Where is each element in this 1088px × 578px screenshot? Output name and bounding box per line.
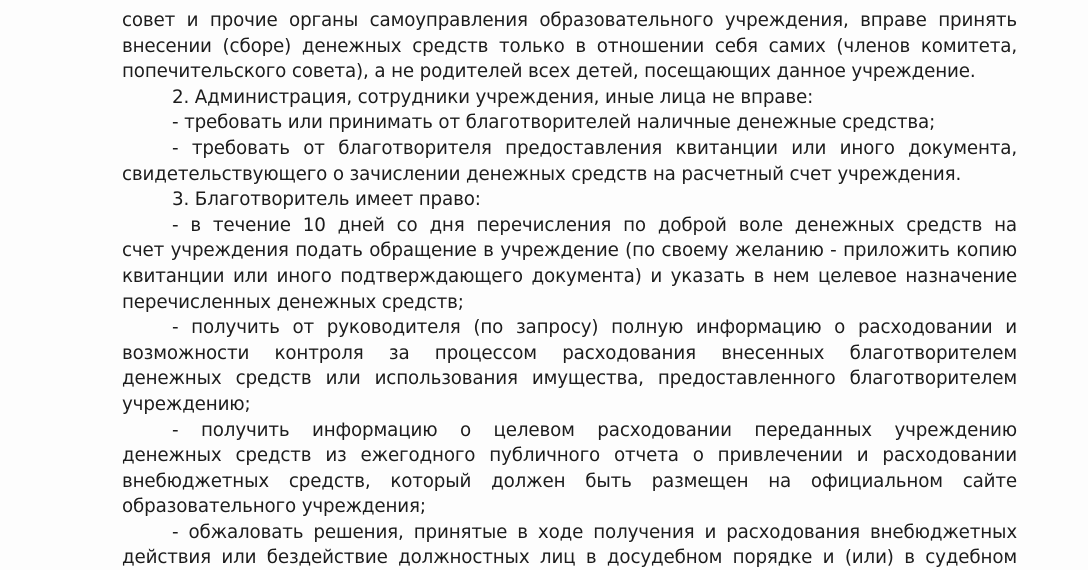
text-line: возможности контроля за процессом расходования внесенных благотворителем bbox=[122, 342, 1017, 364]
text-line: - получить информацию о целевом расходовании переданных учреждению bbox=[172, 419, 1017, 441]
text-line: внесении (сборе) денежных средств только в отношении себя самих (членов комитета, bbox=[122, 35, 1017, 57]
text-line: денежных средств или использования имущества, предоставленного благотворителем bbox=[122, 368, 1017, 390]
text-line: - обжаловать решения, принятые в ходе получения и расходования внебюджетных bbox=[172, 521, 1017, 543]
text-line: перечисленных денежных средств; bbox=[122, 291, 464, 313]
text-line: свидетельствующего о зачислении денежных средств на расчетный счет учреждения. bbox=[122, 163, 962, 185]
document-body bbox=[122, 8, 1017, 571]
text-line: учреждению; bbox=[122, 393, 251, 415]
text-line: 2. Администрация, сотрудники учреждения, иные лица не вправе: bbox=[172, 86, 814, 108]
text-line: образовательного учреждения; bbox=[122, 496, 426, 518]
text-line: квитанции или иного подтверждающего документа) и указать в нем целевое назначение bbox=[122, 265, 1017, 287]
text-line: денежных средств из ежегодного публичного отчета о привлечении и расходовании bbox=[122, 445, 1017, 467]
text-line: - в течение 10 дней со дня перечисления по доброй воле денежных средств на bbox=[172, 214, 1017, 236]
text-line: - требовать от благотворителя предоставления квитанции или иного документа, bbox=[172, 137, 1017, 159]
text-line: попечительского совета), а не родителей всех детей, посещающих данное учреждение. bbox=[122, 61, 976, 83]
text-line: внебюджетных средств, который должен быть размещен на официальном сайте bbox=[122, 470, 1017, 492]
text-line: счет учреждения подать обращение в учреждение (по своему желанию - приложить копию bbox=[122, 240, 1017, 262]
text-line: действия или бездействие должностных лиц в досудебном порядке и (или) в судебном bbox=[122, 547, 1017, 569]
text-line: - получить от руководителя (по запросу) полную информацию о расходовании и bbox=[172, 317, 1017, 339]
text-line: 3. Благотворитель имеет право: bbox=[172, 189, 481, 211]
text-line: - требовать или принимать от благотворителей наличные денежные средства; bbox=[172, 112, 936, 134]
page-bottom-edge bbox=[0, 570, 1088, 578]
text-line: совет и прочие органы самоуправления образовательного учреждения, вправе принять bbox=[122, 10, 1017, 31]
